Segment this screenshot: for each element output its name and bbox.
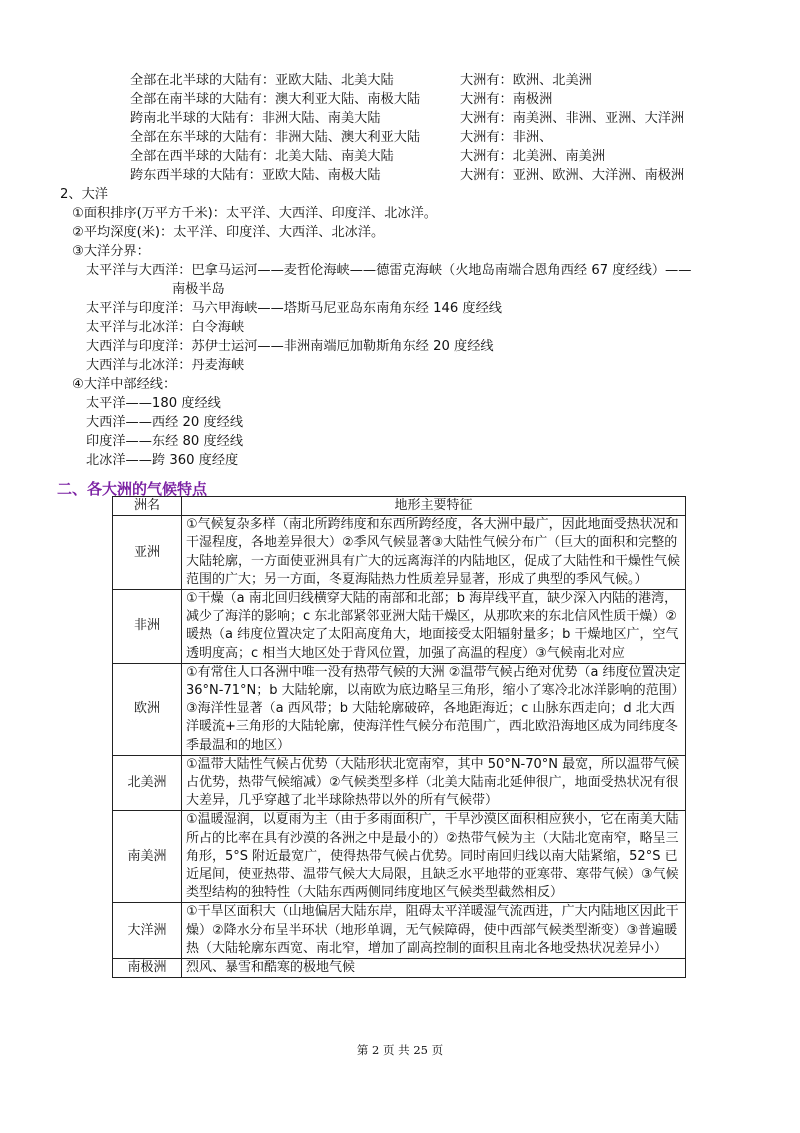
ocean-boundary-line: 太平洋与北冰洋：白令海峡 [86, 320, 245, 335]
continent-pair-row [130, 110, 684, 128]
table-row [113, 755, 686, 811]
table-row [113, 811, 686, 903]
table-row [113, 516, 686, 590]
continent-name-cell: 非洲 [113, 590, 182, 664]
climate-feature-cell: 烈风、暴雪和酷寒的极地气候 [182, 959, 686, 978]
ocean-meridian-line: 大西洋——西经 20 度经线 [86, 415, 244, 430]
continent-name-cell: 欧洲 [113, 663, 182, 755]
ocean-boundary-line: 大西洋与北冰洋：丹麦海峡 [86, 358, 245, 373]
ocean-boundary-line: 大西洋与印度洋：苏伊士运河——非洲南端厄加勒斯角东经 20 度经线 [86, 339, 494, 354]
continent-pair-right: 大洲有：北美洲、南美洲 [460, 149, 606, 164]
continent-pair-left: 全部在东半球的大陆有：非洲大陆、澳大利亚大陆 [130, 130, 421, 145]
ocean-boundary-line: 南极半岛 [172, 282, 225, 297]
continent-name-cell: 南极洲 [113, 959, 182, 978]
ocean-meridian-title: ④大洋中部经线： [72, 377, 177, 392]
continent-pair-row [130, 91, 552, 109]
continent-pair-right: 大洲有：南极洲 [460, 92, 553, 107]
ocean-boundary-title: ③大洋分界： [72, 244, 150, 259]
continent-pair-right: 大洲有：亚洲、欧洲、大洋洲、南极洲 [460, 168, 685, 183]
continent-name-cell: 南美洲 [113, 811, 182, 903]
climate-feature-cell: ①气候复杂多样（南北所跨纬度和东西所跨经度，各大洲中最广，因此地面受热状况和干湿程度，各地差异很大）②季风气候显著③大陆性气候分布广（巨大的面积和完整的大陆轮廓，一方面使亚洲具有广大的远离海洋的内陆地区，促成了大陆性和干燥性气候范围的广大；另一方面，冬夏海陆热力性质差异显著，形成了典型的季风气候。） [182, 516, 686, 590]
continent-pair-left: 跨东西半球的大陆有：亚欧大陆、南极大陆 [130, 168, 381, 183]
page-number-footer: 第 2 页 共 25 页 [356, 1043, 444, 1057]
section-heading: 二、各大洲的气候特点 [57, 480, 208, 498]
continent-pair-left: 全部在北半球的大陆有：亚欧大陆、北美大陆 [130, 73, 394, 88]
ocean-boundary-line: 太平洋与大西洋：巴拿马运河——麦哲伦海峡——德雷克海峡（火地岛南端合恩角西经 67 度经线）—— [86, 263, 692, 278]
climate-feature-cell: ①温带大陆性气候占优势（大陆形状北宽南窄，其中 50°N-70°N 最宽，所以温带气候占优势，热带气候缩减）②气候类型多样（北美大陆南北延伸很广，地面受热状况有很大差异，几乎穿越了北半球除热带以外的所有气候带） [182, 755, 686, 811]
continent-name-cell: 亚洲 [113, 516, 182, 590]
continent-pair-right: 大洲有：欧洲、北美洲 [460, 73, 592, 88]
continent-pair-row [130, 167, 684, 185]
table-row [113, 903, 686, 959]
column-header-features: 地形主要特征 [182, 497, 686, 516]
continent-name-cell: 北美洲 [113, 755, 182, 811]
continent-pair-row [130, 148, 605, 166]
ocean-section-title: 2、大洋 [60, 187, 108, 202]
continent-pair-left: 跨南北半球的大陆有：非洲大陆、南美大陆 [130, 111, 381, 126]
continent-pair-left: 全部在西半球的大陆有：北美大陆、南美大陆 [130, 149, 394, 164]
climate-feature-cell: ①温暖湿润，以夏雨为主（由于多雨面积广，干旱沙漠区面积相应狭小，它在南美大陆所占的比率在具有沙漠的各洲之中是最小的）②热带气候为主（大陆北宽南窄，略呈三角形，5°S 附近最宽广，使得热带气候占优势。同时南回归线以南大陆紧缩，52°S 已近尾间，使亚热带、温带气候大大局限，且缺乏水平地带的亚寒带、寒带气候）③气候类型结构的独特性（大陆东西两侧同纬度地区气候类型截然相反） [182, 811, 686, 903]
ocean-depth-ranking: ②平均深度(米)：太平洋、印度洋、大西洋、北冰洋。 [72, 225, 385, 240]
ocean-meridian-line: 太平洋——180 度经线 [86, 396, 221, 411]
continent-pair-row [130, 129, 552, 147]
ocean-boundary-line: 太平洋与印度洋：马六甲海峡——塔斯马尼亚岛东南角东经 146 度经线 [86, 301, 502, 316]
climate-feature-cell: ①干燥（a 南北回归线横穿大陆的南部和北部；b 海岸线平直，缺少深入内陆的港湾，减少了海洋的影响；c 东北部紧邻亚洲大陆干燥区，从那吹来的东北信风性质干燥）②暖热（a 纬度位置决定了太阳高度角大，地面接受太阳辐射量多；b 干燥地区广，空气透明度高；c 相当大地区处于背风位置，加强了高温的程度）③气候南北对应 [182, 590, 686, 664]
continent-name-cell: 大洋洲 [113, 903, 182, 959]
table-row [113, 590, 686, 664]
continent-pair-left: 全部在南半球的大陆有：澳大利亚大陆、南极大陆 [130, 92, 421, 107]
table-row [113, 959, 686, 978]
ocean-meridian-line: 北冰洋——跨 360 度经度 [86, 453, 239, 468]
ocean-meridian-line: 印度洋——东经 80 度经线 [86, 434, 244, 449]
continent-pair-right: 大洲有：南美洲、非洲、亚洲、大洋洲 [460, 111, 685, 126]
climate-feature-cell: ①干旱区面积大（山地偏居大陆东岸，阻碍太平洋暖湿气流西进，广大内陆地区因此干燥）②降水分布呈半环状（地形单调，无气候障碍，使中西部气候类型渐变）③普遍暖热（大陆轮廓东西宽、南北窄，增加了副高控制的面积且南北各地受热状况差异小） [182, 903, 686, 959]
ocean-area-ranking: ①面积排序(万平方千米)：太平洋、大西洋、印度洋、北冰洋。 [72, 206, 437, 221]
climate-feature-cell: ①有常住人口各洲中唯一没有热带气候的大洲 ②温带气候占绝对优势（a 纬度位置决定 36°N-71°N；b 大陆轮廓，以南欧为底边略呈三角形，缩小了寒冷北冰洋影响的范围）③海洋性显著（a 西风带；b 大陆轮廓破碎，各地距海近；c 山脉东西走向；d 北大西洋暖流+三角形的大陆轮廓，使海洋性气候分布范围广，西北欧沿海地区成为同纬度冬季最温和的地区） [182, 663, 686, 755]
table-row [113, 663, 686, 755]
table-header-row [113, 497, 686, 516]
climate-table [112, 496, 686, 978]
column-header-continent: 洲名 [113, 497, 182, 516]
continent-pair-right: 大洲有：非洲、 [460, 130, 553, 145]
continent-pair-row [130, 72, 592, 90]
